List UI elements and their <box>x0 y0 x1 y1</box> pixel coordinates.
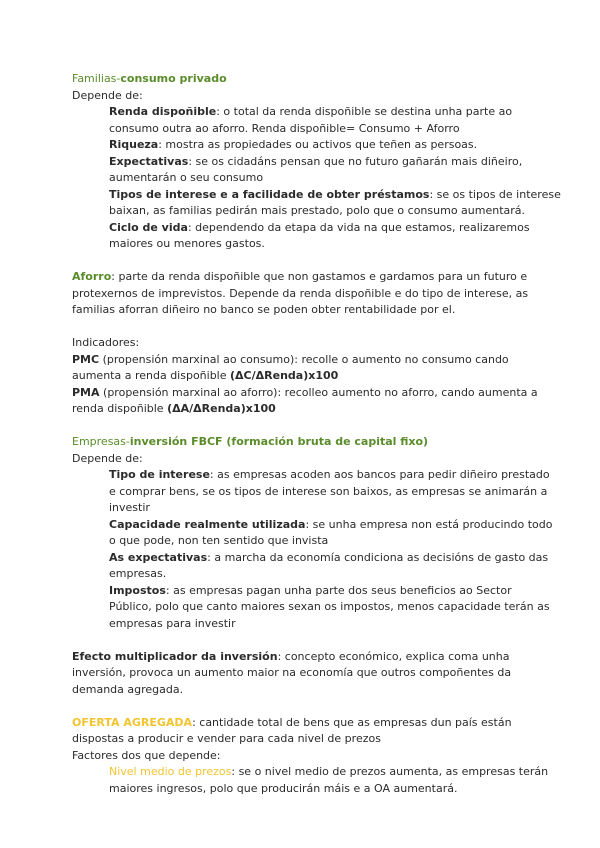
factor-as-expectativas: As expectativas: a marcha da economía condiciona as decisións de gasto das <box>109 550 549 564</box>
efecto-multiplicador: Efecto multiplicador da inversión: concepto económico, explica coma unha <box>72 649 510 663</box>
depende-de-label-empresas: Depende de: <box>72 451 143 465</box>
oferta-agregada-definition: OFERTA AGREGADA: cantidade total de bens que as empresas dun país están <box>72 715 512 729</box>
factor-tipos-interese-cont: baixan, as familias pedirán mais prestado, polo que o consumo aumentará. <box>109 204 526 217</box>
aforro-definition-cont2: familias aforran diñeiro no banco se poden obter rentabilidade por el. <box>72 303 456 316</box>
factores-label: Factores dos que depende: <box>72 748 221 762</box>
factor-tipo-interese-cont2: investir <box>109 501 150 514</box>
factor-renda: Renda dispoñible: o total da renda dispoñible se destina unha parte ao <box>109 105 513 118</box>
efecto-multiplicador-cont: inversión, provoca un aumento maior na economía que outros compoñentes da <box>72 666 512 679</box>
efecto-multiplicador-cont2: demanda agregada. <box>72 682 184 696</box>
factor-impostos-cont: Público, polo que canto maiores sexan os impostos, menos capacidade terán as <box>109 600 550 613</box>
factor-ciclo-vida: Ciclo de vida: dependendo da etapa da vida na que estamos, realizaremos <box>109 220 530 234</box>
factor-riqueza: Riqueza: mostra as propiedades ou activos que teñen as persoas. <box>109 138 478 151</box>
factor-nivel-prezos-cont: maiores ingresos, polo que producirán máis e a OA aumentará. <box>109 781 458 795</box>
indicadores-label: Indicadores: <box>72 336 140 349</box>
factor-tipo-interese-cont: e comprar bens, se os tipos de interese son baixos, as empresas se animarán a <box>109 484 548 498</box>
aforro-definition: Aforro: parte da renda dispoñible que non gastamos e gardamos para un futuro e <box>72 270 528 283</box>
section-heading-familias: Familias-consumo privado <box>72 72 227 85</box>
aforro-definition-cont: protexernos de imprevistos. Depende da renda dispoñible e do tipo de interese, as <box>72 286 529 300</box>
indicator-pmc: PMC (propensión marxinal ao consumo): recolle o aumento no consumo cando <box>72 352 509 366</box>
indicator-pmc-cont: aumenta a renda dispoñible (ΔC/ΔRenda)x100 <box>72 369 339 382</box>
indicator-pma: PMA (propensión marxinal ao aforro): recolleo aumento no aforro, cando aumenta a <box>72 385 538 399</box>
section-heading-empresas: Empresas-inversión FBCF (formación bruta de capital fixo) <box>72 435 429 448</box>
factor-renda-cont: consumo outra ao aforro. Renda dispoñible= Consumo + Aforro <box>109 121 460 135</box>
indicator-pma-cont: renda dispoñible (ΔA/ΔRenda)x100 <box>72 402 276 415</box>
factor-capacidade: Capacidade realmente utilizada: se unha empresa non está producindo todo <box>109 517 553 531</box>
factor-tipos-interese: Tipos de interese e a facilidade de obter préstamos: se os tipos de interese <box>109 187 561 201</box>
document-body <box>72 71 561 797</box>
factor-capacidade-cont: o que pode, non ten sentido que invista <box>109 534 329 547</box>
factor-ciclo-vida-cont: maiores ou menores gastos. <box>109 237 265 250</box>
factor-nivel-prezos: Nivel medio de prezos: se o nivel medio de prezos aumenta, as empresas terán <box>109 765 549 778</box>
factor-expectativas-cont: aumentarán o seu consumo <box>109 171 264 184</box>
oferta-agregada-definition-cont: dispostas a producir e vender para cada nivel de prezos <box>72 732 381 745</box>
depende-de-label: Depende de: <box>72 88 143 102</box>
factor-expectativas: Expectativas: se os cidadáns pensan que no futuro gañarán mais diñeiro, <box>109 154 523 168</box>
factor-impostos: Impostos: as empresas pagan unha parte dos seus beneficios ao Sector <box>109 583 512 597</box>
factor-as-expectativas-cont: empresas. <box>109 567 167 580</box>
factor-impostos-cont2: empresas para investir <box>109 616 236 630</box>
factor-tipo-interese: Tipo de interese: as empresas acoden aos bancos para pedir diñeiro prestado <box>109 468 550 481</box>
